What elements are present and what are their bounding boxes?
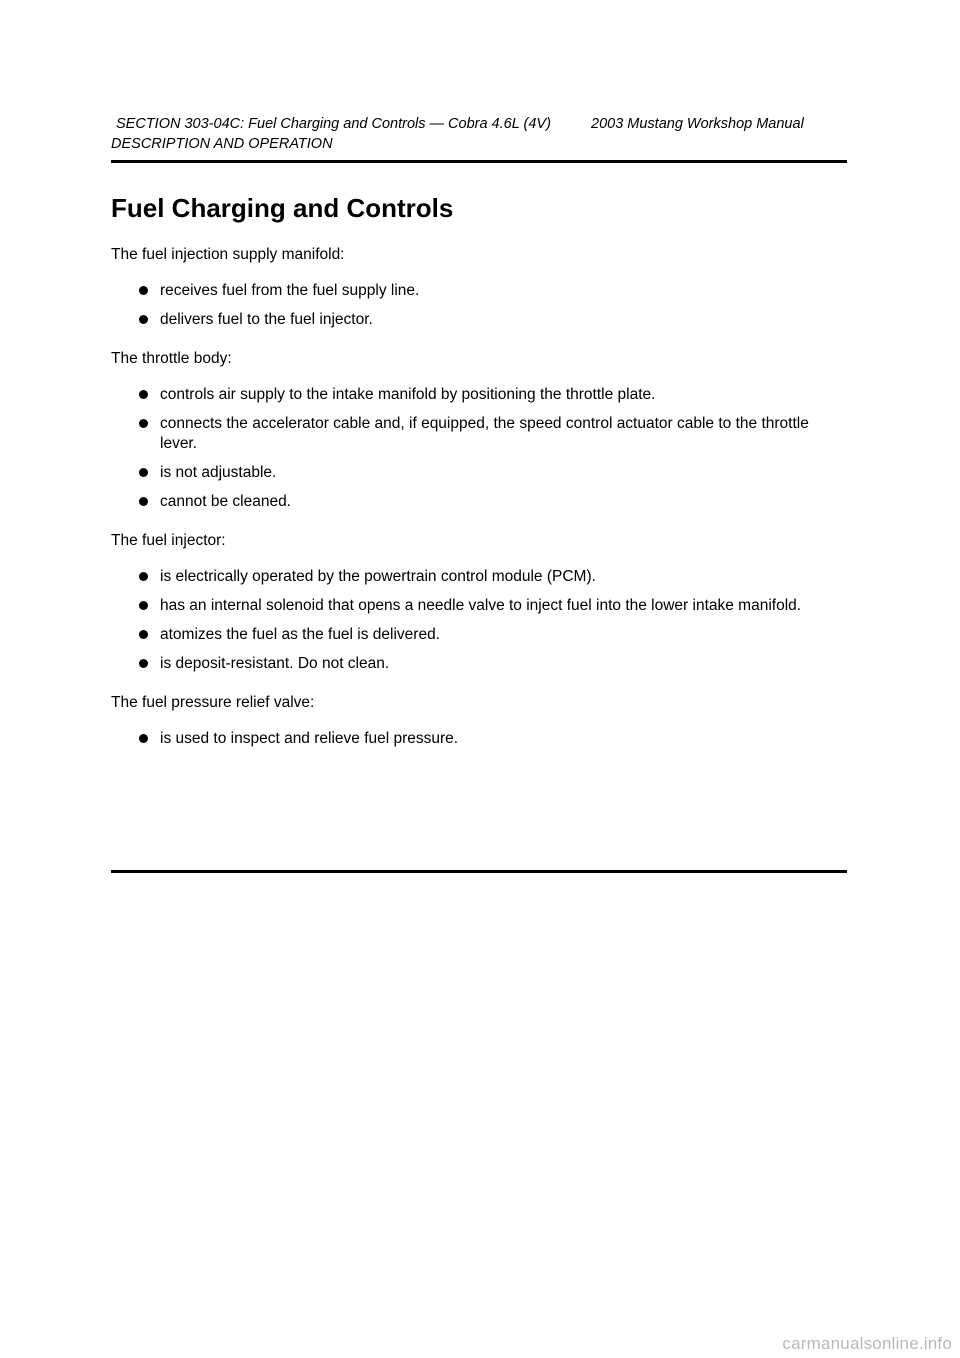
list-item	[111, 281, 847, 301]
list-item-text: controls air supply to the intake manifold by positioning the throttle plate.	[160, 386, 656, 403]
watermark: carmanualsonline.info	[782, 1334, 952, 1353]
list-item	[111, 385, 847, 405]
list-item-text: receives fuel from the fuel supply line.	[160, 282, 420, 299]
page-title: Fuel Charging and Controls	[111, 193, 454, 223]
bullet-icon	[139, 286, 148, 295]
section-intro: The fuel injector:	[111, 532, 226, 549]
list-item	[111, 596, 847, 616]
list-item	[111, 567, 847, 587]
bullet-icon	[139, 734, 148, 743]
bullet-icon	[139, 630, 148, 639]
header-subtitle: DESCRIPTION AND OPERATION	[111, 136, 333, 152]
list-item	[111, 625, 847, 645]
bullet-icon	[139, 390, 148, 399]
header-section-title: SECTION 303-04C: Fuel Charging and Controls — Cobra 4.6L (4V)	[116, 116, 551, 132]
bullet-icon	[139, 419, 148, 428]
list-item	[111, 414, 847, 454]
list-item-text: has an internal solenoid that opens a needle valve to inject fuel into the lower intake manifold.	[160, 597, 802, 614]
list-item-text: connects the accelerator cable and, if equipped, the speed control actuator cable to the throttle lever.	[160, 415, 809, 452]
list-item-text: is electrically operated by the powertrain control module (PCM).	[160, 568, 596, 585]
bullet-list	[111, 567, 847, 674]
bullet-list	[111, 385, 847, 512]
section-fuel-injector	[111, 531, 847, 674]
list-item	[111, 492, 847, 512]
bullet-icon	[139, 497, 148, 506]
list-item	[111, 729, 847, 749]
list-item-text: is deposit-resistant. Do not clean.	[160, 655, 390, 672]
footer-divider	[111, 870, 847, 873]
section-throttle-body	[111, 349, 847, 512]
bullet-list	[111, 281, 847, 330]
list-item	[111, 463, 847, 483]
bullet-icon	[139, 659, 148, 668]
list-item	[111, 310, 847, 330]
bullet-icon	[139, 572, 148, 581]
document-body	[111, 245, 847, 749]
section-supply-manifold	[111, 245, 847, 330]
list-item-text: cannot be cleaned.	[160, 493, 291, 510]
section-intro: The fuel injection supply manifold:	[111, 246, 345, 263]
section-intro: The throttle body:	[111, 350, 232, 367]
list-item-text: delivers fuel to the fuel injector.	[160, 311, 373, 328]
header-divider	[111, 160, 847, 163]
section-pressure-relief-valve	[111, 693, 847, 749]
list-item	[111, 654, 847, 674]
bullet-icon	[139, 601, 148, 610]
section-intro: The fuel pressure relief valve:	[111, 694, 315, 711]
bullet-icon	[139, 315, 148, 324]
list-item-text: atomizes the fuel as the fuel is delivered.	[160, 626, 441, 643]
list-item-text: is not adjustable.	[160, 464, 277, 481]
header-manual-title: 2003 Mustang Workshop Manual	[591, 116, 804, 132]
bullet-icon	[139, 468, 148, 477]
running-header	[116, 116, 804, 132]
bullet-list	[111, 729, 847, 749]
list-item-text: is used to inspect and relieve fuel pressure.	[160, 730, 459, 747]
